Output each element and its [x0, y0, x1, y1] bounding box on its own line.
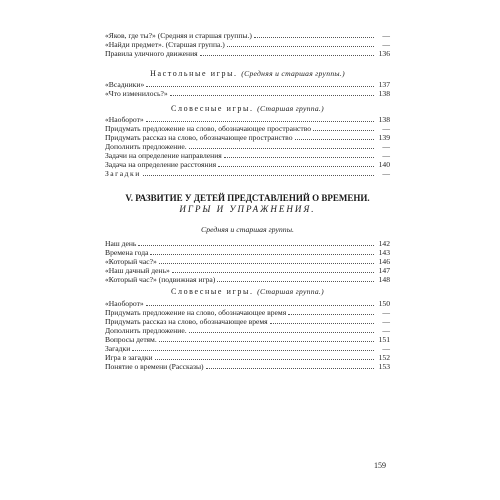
leader-dots: [200, 48, 374, 56]
toc-entry: [105, 114, 390, 123]
toc-section-top: [105, 30, 390, 57]
toc-entry: [105, 256, 390, 265]
toc-section-word-games-time: [105, 287, 390, 370]
leader-dots: [170, 88, 374, 96]
toc-entry-title: «Наоборот»: [105, 115, 144, 124]
toc-entry-title: Понятие о времени (Рассказы): [105, 362, 204, 371]
toc-entry: [105, 150, 390, 159]
toc-entry-page: 136: [378, 49, 390, 58]
toc-entry: [105, 325, 390, 334]
toc-entry-title: Правила уличного движения: [105, 49, 198, 58]
toc-entry: [105, 352, 390, 361]
leader-dots: [143, 168, 374, 176]
section-heading-title: Настольные игры.: [150, 69, 238, 78]
toc-entry-page: 138: [378, 89, 390, 98]
toc-entry: [105, 316, 390, 325]
leader-dots: [155, 352, 374, 360]
toc-entry-title: «Наоборот»: [105, 299, 144, 308]
leader-dots: [146, 79, 374, 87]
toc-entry-title: Задача на определение расстояния: [105, 160, 217, 169]
toc-entry: [105, 123, 390, 132]
toc-entry-page: —: [382, 169, 390, 178]
leader-dots: [254, 30, 374, 38]
toc-entry: [105, 79, 390, 88]
toc-entry: [105, 168, 390, 177]
toc-entry: [105, 265, 390, 274]
toc-entry-page: 147: [378, 266, 390, 275]
section-heading-note: (Старшая группа.): [257, 104, 324, 113]
toc-entry-title: Придумать предложение на слово, обозначающее пространство: [105, 124, 312, 133]
chapter-heading: [105, 193, 390, 215]
leader-dots: [217, 274, 374, 282]
toc-entry-page: —: [382, 308, 390, 317]
toc-entry: [105, 48, 390, 57]
toc-entry: [105, 343, 390, 352]
toc-entry-title: «Который час?» (подвижная игра): [105, 275, 216, 284]
toc-entry-title: Дополнить предложение.: [105, 142, 187, 151]
leader-dots: [288, 307, 374, 315]
toc-entry: [105, 159, 390, 168]
toc-entry-page: 142: [378, 239, 390, 248]
leader-dots: [146, 114, 374, 122]
leader-dots: [206, 361, 374, 369]
toc-entry-page: 152: [378, 353, 390, 362]
toc-entry-title: Наш день: [105, 239, 137, 248]
toc-entry-title: «Который час?»: [105, 257, 157, 266]
toc-entry-page: 146: [378, 257, 390, 266]
toc-entry-page: —: [382, 124, 390, 133]
toc-entry-title: Придумать рассказ на слово, обозначающее время: [105, 317, 268, 326]
toc-entry-title: «Найди предмет». (Старшая группа.): [105, 40, 225, 49]
leader-dots: [189, 325, 374, 333]
toc-entry: [105, 30, 390, 39]
toc-section-board-games: [105, 69, 390, 97]
toc-entry-title: «Что изменилось?»: [105, 89, 168, 98]
toc-entry-title: Дополнить предложение.: [105, 326, 187, 335]
toc-entry-page: —: [382, 326, 390, 335]
toc-entry: [105, 39, 390, 48]
leader-dots: [172, 265, 374, 273]
toc-entry-title: Вопросы детям.: [105, 335, 157, 344]
toc-entry-page: —: [382, 344, 390, 353]
toc-entry-title: «Всадники»: [105, 80, 145, 89]
toc-entry: [105, 132, 390, 141]
toc-entry: [105, 298, 390, 307]
section-heading: [105, 104, 390, 114]
toc-entry-title: Придумать рассказ на слово, обозначающее пространство: [105, 133, 293, 142]
toc-entry: [105, 88, 390, 97]
section-heading: [105, 287, 390, 297]
toc-entry: [105, 238, 390, 247]
section-heading: [105, 69, 390, 79]
toc-section-word-games-space: [105, 104, 390, 177]
leader-dots: [146, 298, 374, 306]
toc-entry: [105, 247, 390, 256]
toc-entry-title: Придумать предложение на слово, обозначающее время: [105, 308, 287, 317]
toc-entry-page: —: [382, 317, 390, 326]
section-heading: Средняя и старшая группы.: [201, 225, 294, 234]
toc-entry-page: 153: [378, 362, 390, 371]
chapter-title: V. РАЗВИТИЕ У ДЕТЕЙ ПРЕДСТАВЛЕНИЙ О ВРЕМЕНИ.: [125, 193, 370, 203]
chapter-subtitle: ИГРЫ И УПРАЖНЕНИЯ.: [179, 204, 316, 214]
section-heading-note: (Старшая группа.): [257, 287, 324, 296]
section-heading-title: Словесные игры.: [171, 287, 254, 296]
section-heading-note: (Средняя и старшая группы.): [241, 69, 345, 78]
toc-entry-page: 140: [378, 160, 390, 169]
toc-entry-title: Задачи на определение направления: [105, 151, 222, 160]
toc-entry-title: Загадки: [105, 344, 131, 353]
toc-entry-title: «Наш дачный день»: [105, 266, 170, 275]
toc-entry-page: —: [382, 31, 390, 40]
toc-entry-page: —: [382, 151, 390, 160]
toc-entry: [105, 361, 390, 370]
toc-entry-title: «Яков, где ты?» (Средняя и старшая группы.): [105, 31, 252, 40]
leader-dots: [313, 123, 374, 131]
leader-dots: [270, 316, 374, 324]
leader-dots: [132, 343, 374, 351]
toc-entry-page: —: [382, 142, 390, 151]
toc-entry-page: 150: [378, 299, 390, 308]
toc-entry-page: 143: [378, 248, 390, 257]
leader-dots: [138, 238, 374, 246]
toc-entry: [105, 274, 390, 283]
toc-entry: [105, 334, 390, 343]
section-heading-title: Словесные игры.: [171, 104, 254, 113]
toc-entry-page: 137: [378, 80, 390, 89]
leader-dots: [159, 256, 374, 264]
leader-dots: [224, 150, 374, 158]
toc-entry-title: Загадки: [105, 169, 141, 178]
leader-dots: [227, 39, 374, 47]
toc-entry-page: 138: [378, 115, 390, 124]
leader-dots: [218, 159, 374, 167]
toc-entry-page: 148: [378, 275, 390, 284]
toc-entry-title: Времена года: [105, 248, 149, 257]
leader-dots: [189, 141, 374, 149]
leader-dots: [159, 334, 374, 342]
toc-entry-page: 151: [378, 335, 390, 344]
toc-entry: [105, 307, 390, 316]
leader-dots: [295, 132, 375, 140]
toc-entry-page: —: [382, 40, 390, 49]
toc-entry-title: Игра в загадки: [105, 353, 153, 362]
toc-section-groups: [105, 225, 390, 283]
toc-entry-page: 139: [378, 133, 390, 142]
leader-dots: [150, 247, 374, 255]
page-number: 159: [374, 461, 386, 470]
toc-entry: [105, 141, 390, 150]
